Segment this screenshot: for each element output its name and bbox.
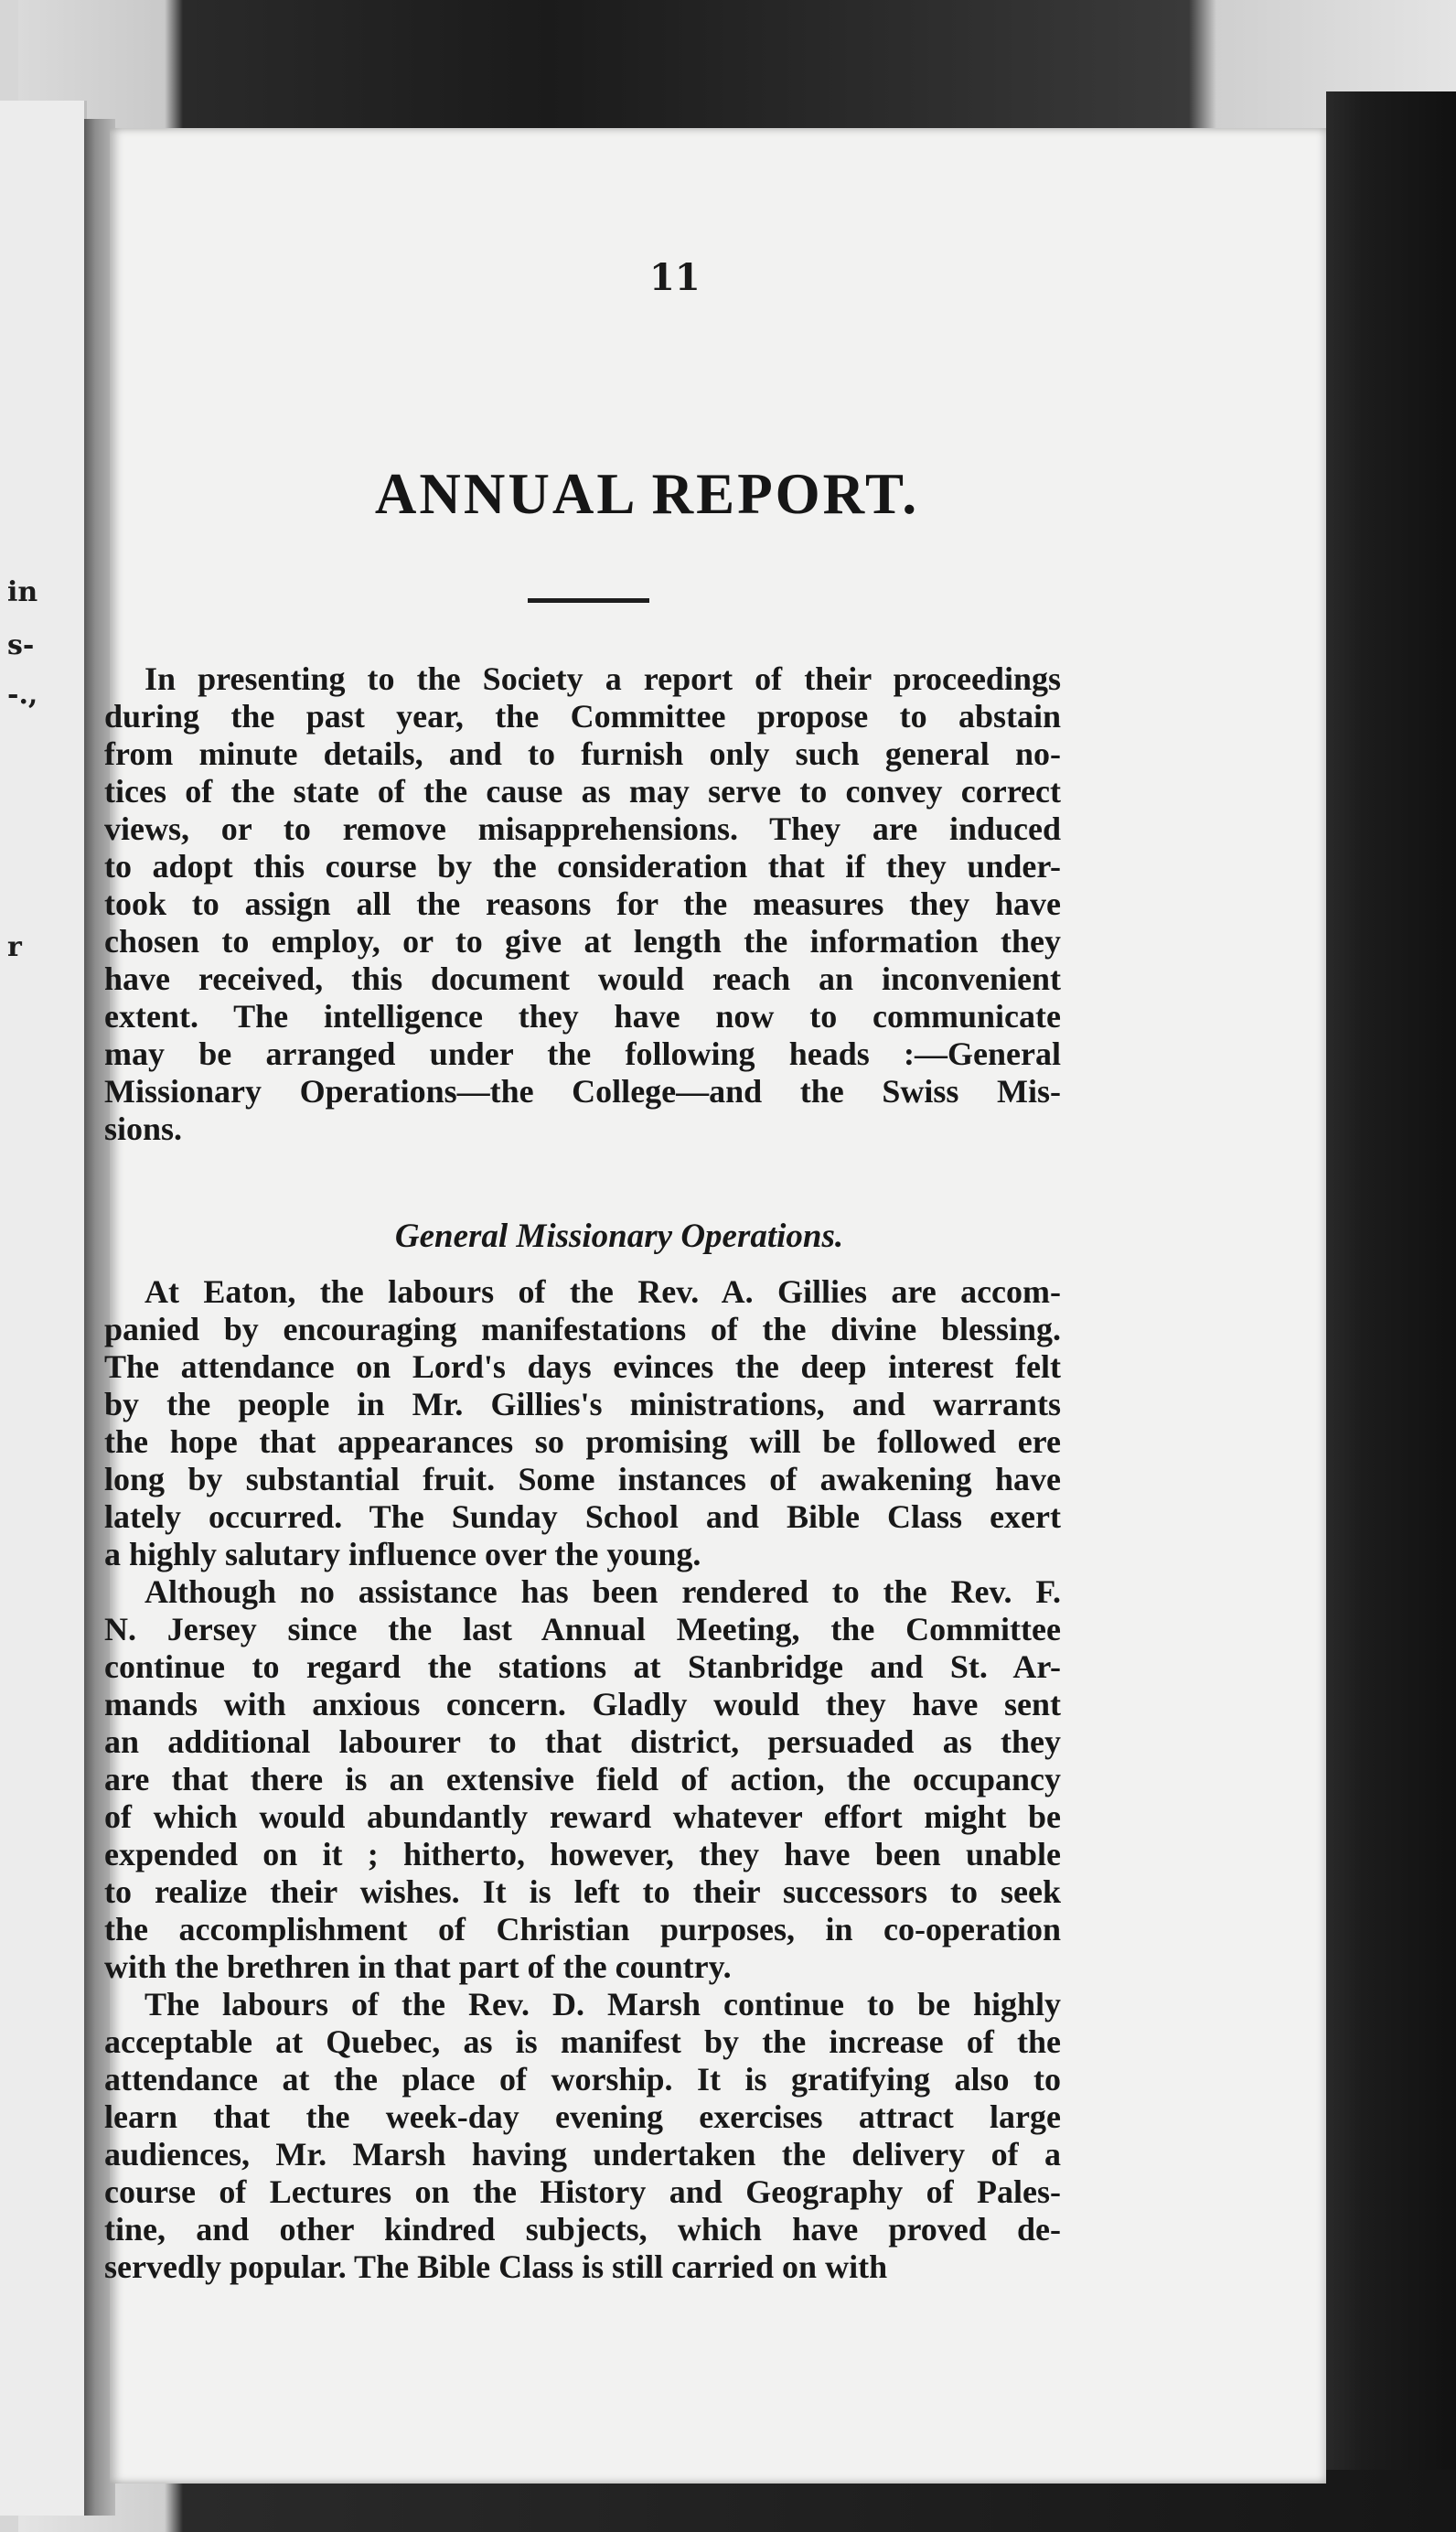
section-body: [104, 1273, 1061, 2286]
text-line: a highly salutary influence over the young.: [104, 1536, 701, 1572]
text-line: attendance at the place of worship. It is gratifying also to: [104, 2061, 1061, 2097]
text-line: with the brethren in that part of the country.: [104, 1948, 732, 1985]
facing-page: [0, 101, 87, 2516]
text-line: audiences, Mr. Marsh having undertaken the delivery of a: [104, 2136, 1061, 2173]
text-line: chosen to employ, or to give at length the information they: [104, 923, 1061, 960]
text-line: an additional labourer to that district, persuaded as they: [104, 1723, 1061, 1760]
text-line: course of Lectures on the History and Geography of Pales-: [104, 2173, 1061, 2210]
text-line: during the past year, the Committee propose to abstain: [104, 698, 1061, 735]
text-line: sions.: [104, 1110, 183, 1147]
text-line: The attendance on Lord's days evinces the deep interest felt: [104, 1348, 1061, 1385]
text-line: acceptable at Quebec, as is manifest by the increase of the: [104, 2023, 1061, 2060]
text-line: are that there is an extensive field of action, the occupancy: [104, 1761, 1061, 1797]
text-line: extent. The intelligence they have now to communicate: [104, 998, 1061, 1035]
facing-page-fragment: r: [7, 931, 22, 963]
page-title: ANNUAL REPORT.: [374, 462, 920, 526]
text-line: the accomplishment of Christian purposes, in co-operation: [104, 1911, 1061, 1947]
text-line: expended on it ; hitherto, however, they have been unable: [104, 1836, 1061, 1872]
text-line: long by substantial fruit. Some instances of awakening have: [104, 1461, 1061, 1497]
text-line: N. Jersey since the last Annual Meeting, the Committee: [104, 1611, 1061, 1647]
text-line: to realize their wishes. It is left to their successors to seek: [104, 1873, 1061, 1910]
title-divider: [528, 598, 649, 603]
text-line: mands with anxious concern. Gladly would they have sent: [104, 1686, 1061, 1722]
text-line: from minute details, and to furnish only such general no-: [104, 735, 1061, 772]
facing-page-fragment: -.,: [7, 679, 38, 711]
scan-background-top: [0, 0, 1456, 137]
text-line: tices of the state of the cause as may serve to convey correct: [104, 773, 1061, 810]
text-line: have received, this document would reach an inconvenient: [104, 960, 1061, 997]
text-line: tine, and other kindred subjects, which have proved de-: [104, 2211, 1061, 2248]
section-heading: General Missionary Operations.: [394, 1218, 844, 1255]
text-line: Missionary Operations—the College—and the Swiss Mis-: [104, 1073, 1061, 1110]
text-line: to adopt this course by the consideration that if they under-: [104, 848, 1061, 885]
text-line: panied by encouraging manifestations of the divine blessing.: [104, 1311, 1061, 1347]
text-line: views, or to remove misapprehensions. They are induced: [104, 810, 1061, 847]
text-line: servedly popular. The Bible Class is still carried on with: [104, 2248, 888, 2285]
text-line: At Eaton, the labours of the Rev. A. Gillies are accom-: [145, 1273, 1061, 1310]
text-line: learn that the week-day evening exercises attract large: [104, 2098, 1061, 2135]
text-line: the hope that appearances so promising will be followed ere: [104, 1423, 1061, 1460]
page-number: 11: [649, 256, 701, 299]
intro-paragraph: [104, 660, 1061, 1148]
text-line: by the people in Mr. Gillies's ministrations, and warrants: [104, 1386, 1061, 1422]
text-line: In presenting to the Society a report of their proceedings: [145, 660, 1061, 697]
facing-page-fragment: s-: [7, 629, 35, 661]
text-line: The labours of the Rev. D. Marsh continue to be highly: [145, 1986, 1061, 2022]
scan-background-right: [1326, 91, 1456, 2532]
document-page: [104, 128, 1326, 2484]
facing-page-fragment: in: [7, 576, 38, 608]
text-line: took to assign all the reasons for the measures they have: [104, 885, 1061, 922]
text-line: may be arranged under the following heads :—General: [104, 1035, 1061, 1072]
text-line: lately occurred. The Sunday School and Bible Class exert: [104, 1498, 1061, 1535]
text-line: Although no assistance has been rendered to the Rev. F.: [145, 1573, 1061, 1610]
text-line: continue to regard the stations at Stanbridge and St. Ar-: [104, 1648, 1061, 1685]
text-line: of which would abundantly reward whatever effort might be: [104, 1798, 1061, 1835]
